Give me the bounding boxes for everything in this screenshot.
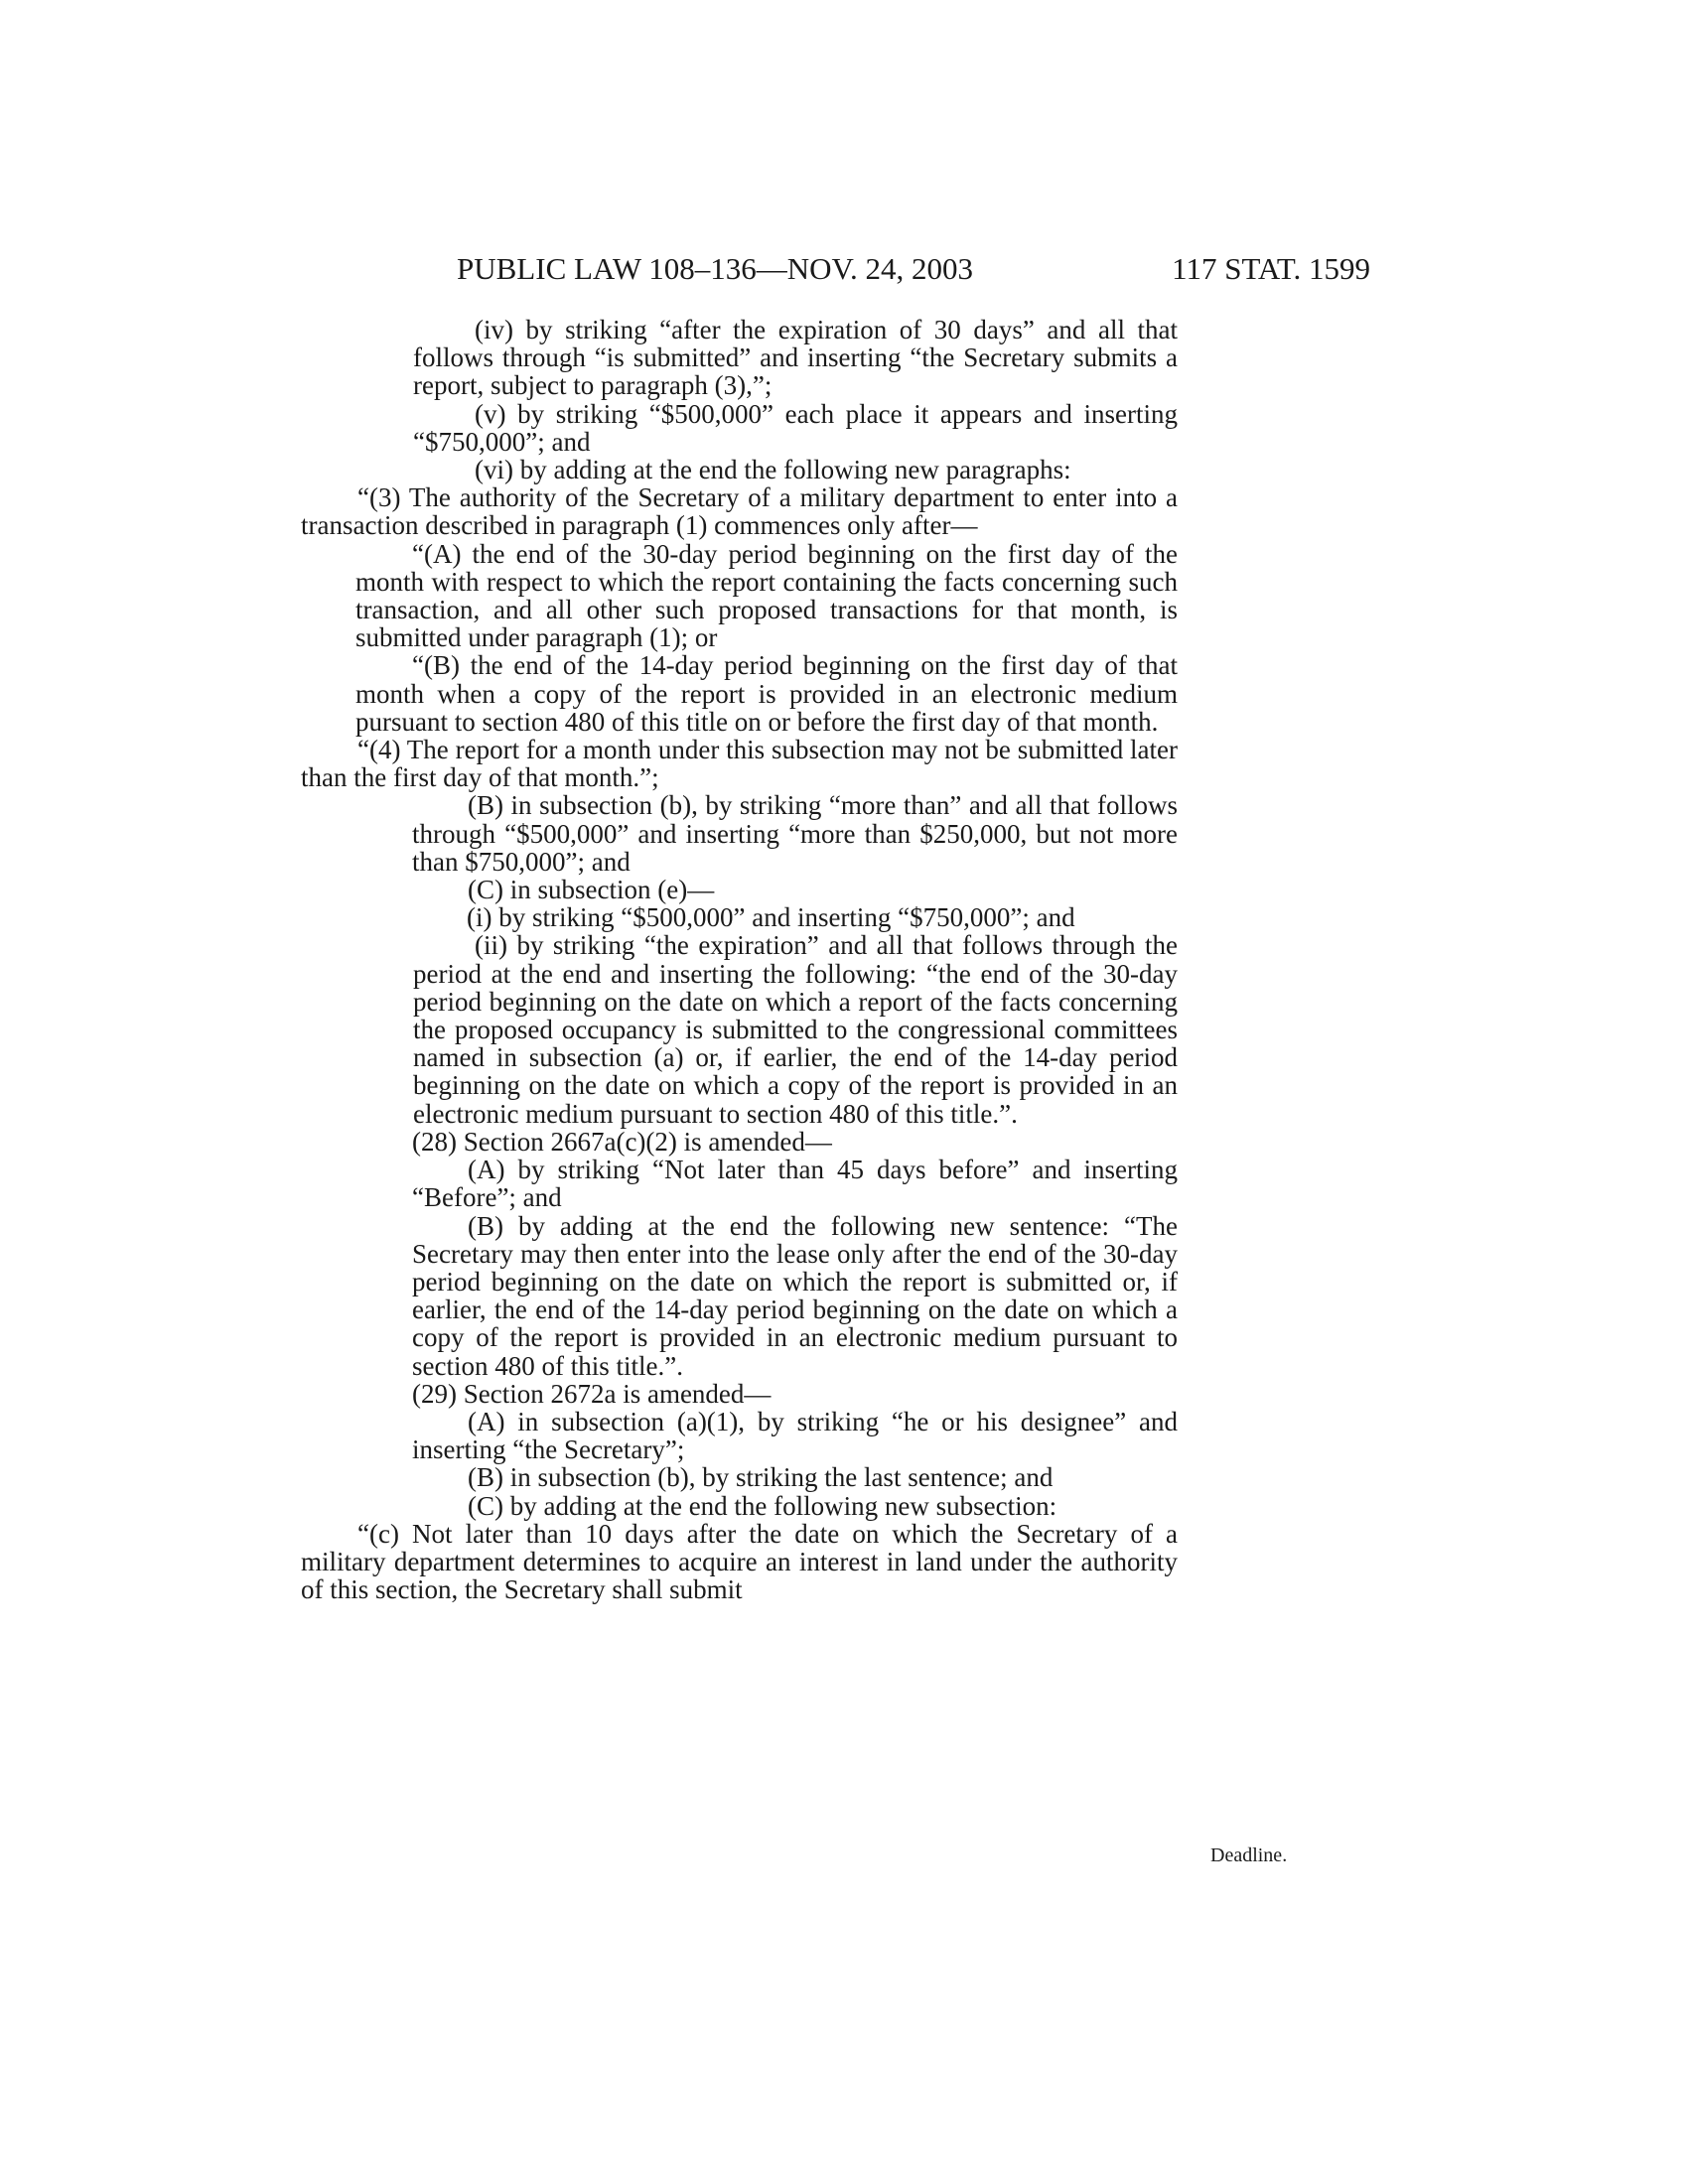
paragraph-3: “(3) The authority of the Secretary of a military department to enter into a transaction described in paragraph (1) commences only after— [301, 482, 1178, 541]
subparagraph-a: “(A) the end of the 30-day period beginning on the first day of the month with respect to which the report containing the facts concerning such transaction, and all other such proposed transactions for that month, is submitted under paragraph (1); or [355, 538, 1178, 653]
paragraph-29-b: (B) in subsection (b), by striking the last sentence; and [468, 1462, 1054, 1493]
paragraph-29-a: (A) in subsection (a)(1), by striking “he or his designee” and inserting “the Secretary”; [412, 1406, 1178, 1465]
page-header [298, 251, 1370, 291]
paragraph-28: (28) Section 2667a(c)(2) is amended— [412, 1126, 832, 1157]
subparagraph-c-subsection-e: (C) in subsection (e)— [468, 875, 715, 905]
clause-iv: (iv) by striking “after the expiration of 30 days” and all that follows through “is submitted” and inserting “the Secretary submits a report, subject to paragraph (3),”; [413, 315, 1178, 401]
margin-note-deadline: Deadline. [1210, 1844, 1288, 1866]
clause-vi: (vi) by adding at the end the following new paragraphs: [475, 455, 1071, 485]
subparagraph-b-subsection-b: (B) in subsection (b), by striking “more than” and all that follows through “$500,000” and inserting “more than $250,000, but not more than $750,000”; and [412, 790, 1178, 877]
paragraph-29: (29) Section 2672a is amended— [412, 1378, 772, 1409]
clause-v: (v) by striking “$500,000” each place it appears and inserting “$750,000”; and [413, 398, 1178, 457]
paragraph-28-a: (A) by striking “Not later than 45 days before” and inserting “Before”; and [412, 1155, 1178, 1213]
statute-page-reference: 117 STAT. 1599 [1172, 251, 1370, 286]
paragraph-29-c: (C) by adding at the end the following new subsection: [468, 1490, 1057, 1521]
clause-ii: (ii) by striking “the expiration” and all that follows through the period at the end and inserting the following: “the end of the 30-day period beginning on the date on which a report of the facts concerning the proposed occupancy is submitted to the congressional committees named in subsection (a) or, if earlier, the end of the 14-day period beginning on the date on which a copy of the report is provided in an electronic medium pursuant to section 480 of this title.”. [413, 930, 1178, 1129]
subsection-c: “(c) Not later than 10 days after the date on which the Secretary of a military department determines to acquire an interest in land under the authority of this section, the Secretary shall submit [301, 1518, 1178, 1605]
subparagraph-b: “(B) the end of the 14-day period beginning on the first day of that month when a copy of the report is provided in an electronic medium pursuant to section 480 of this title on or before the first day of that month. [355, 650, 1178, 737]
document-body [301, 316, 1178, 1603]
paragraph-28-b: (B) by adding at the end the following new sentence: “The Secretary may then enter into the lease only after the end of the 30-day period beginning on the date on which the report is submitted or, if earlier, the end of the 14-day period beginning on the date on which a copy of the report is provided in an electronic medium pursuant to section 480 of this title.”. [412, 1210, 1178, 1381]
running-title: PUBLIC LAW 108–136—NOV. 24, 2003 [457, 251, 973, 286]
paragraph-4: “(4) The report for a month under this subsection may not be submitted later than the first day of that month.”; [301, 735, 1178, 793]
clause-i: (i) by striking “$500,000” and inserting “$750,000”; and [467, 902, 1075, 933]
